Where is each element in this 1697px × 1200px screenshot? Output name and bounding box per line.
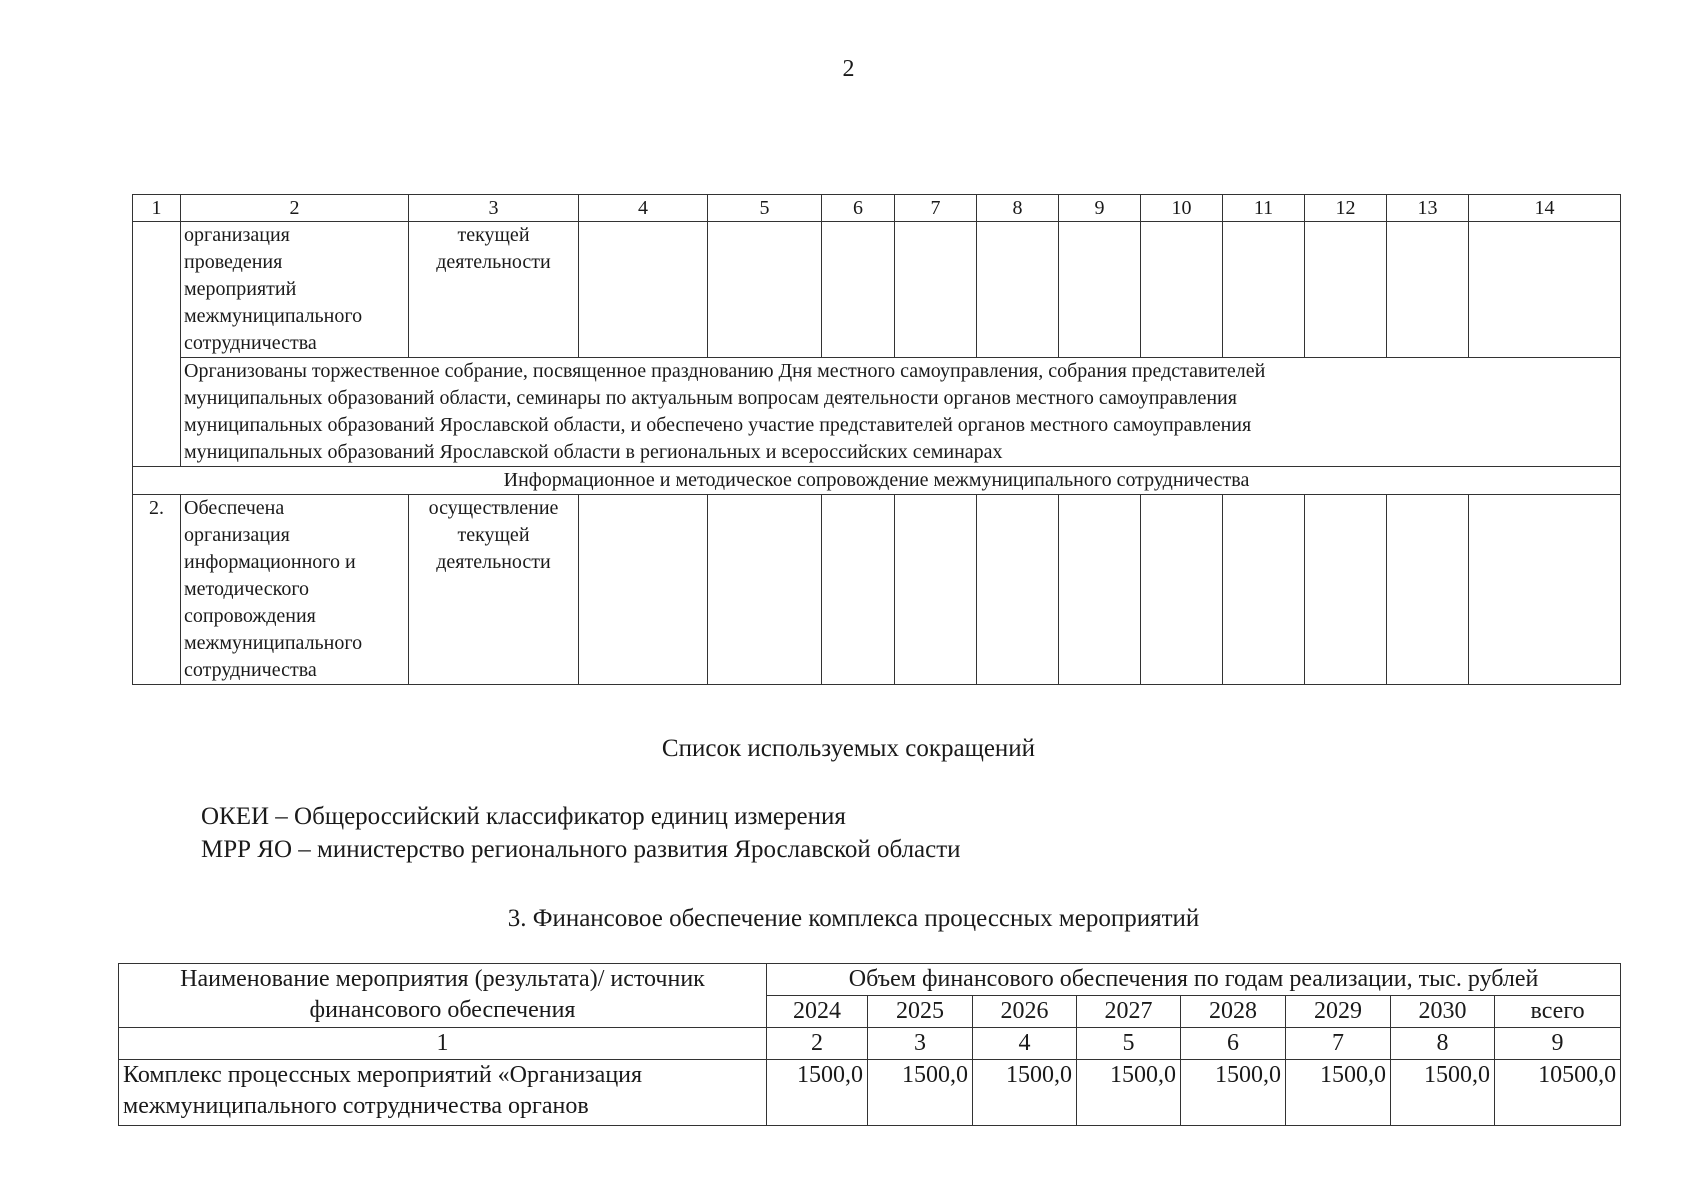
column-number: 10 xyxy=(1141,195,1223,222)
empty-cell xyxy=(708,495,822,685)
column-number: 11 xyxy=(1223,195,1305,222)
finance-value: 1500,0 xyxy=(1286,1060,1391,1126)
header-volume-cell: Объем финансового обеспечения по годам реализации, тыс. рублей xyxy=(767,964,1621,996)
empty-cell xyxy=(822,495,895,685)
activity-type-cell xyxy=(409,222,579,358)
finance-item-name-line: межмуниципального сотрудничества органов xyxy=(123,1093,589,1119)
column-number: 5 xyxy=(708,195,822,222)
empty-cell xyxy=(1469,495,1621,685)
finance-row xyxy=(119,1060,1621,1126)
empty-cell xyxy=(708,222,822,358)
finance-value: 1500,0 xyxy=(973,1060,1077,1126)
description-line: муниципальных образований области, семинары по актуальным вопросам деятельности органов местного самоуправления xyxy=(184,387,1237,409)
description-row xyxy=(133,358,1621,467)
empty-cell xyxy=(1141,495,1223,685)
year-header: 2030 xyxy=(1391,996,1495,1028)
activity-type-line: текущей xyxy=(457,524,530,546)
column-number: 14 xyxy=(1469,195,1621,222)
year-header: 2027 xyxy=(1077,996,1181,1028)
column-number: 8 xyxy=(1391,1028,1495,1060)
year-header: 2026 xyxy=(973,996,1077,1028)
row-number-cell: 2. xyxy=(133,495,181,685)
empty-cell xyxy=(822,222,895,358)
column-number: 1 xyxy=(133,195,181,222)
empty-cell xyxy=(1469,222,1621,358)
column-number-row xyxy=(133,195,1621,222)
activity-type-cell xyxy=(409,495,579,685)
column-number: 6 xyxy=(822,195,895,222)
activity-name-line: межмуниципального xyxy=(184,305,363,327)
year-header: 2025 xyxy=(868,996,973,1028)
year-header: 2028 xyxy=(1181,996,1286,1028)
activity-name-line: мероприятий xyxy=(184,278,297,300)
activity-name-cell xyxy=(181,495,409,685)
empty-cell xyxy=(579,495,708,685)
empty-cell xyxy=(1059,495,1141,685)
page-number: 2 xyxy=(842,56,855,82)
activity-name-line: сотрудничества xyxy=(184,332,317,354)
column-number: 4 xyxy=(973,1028,1077,1060)
column-number: 2 xyxy=(767,1028,868,1060)
table-row xyxy=(133,495,1621,685)
finance-total-value: 10500,0 xyxy=(1495,1060,1621,1126)
finance-header-row xyxy=(119,964,1621,996)
finance-item-name-cell xyxy=(119,1060,767,1126)
abbreviations-title: Список используемых сокращений xyxy=(661,735,1036,762)
abbreviation-item: МРР ЯО – министерство регионального развития Ярославской области xyxy=(201,836,961,863)
finance-column-number-row xyxy=(119,1028,1621,1060)
empty-cell xyxy=(1223,222,1305,358)
activities-table xyxy=(132,194,1621,685)
description-line: муниципальных образований Ярославской области, и обеспечено участие представителей органов местного самоуправления xyxy=(184,414,1252,436)
column-number: 4 xyxy=(579,195,708,222)
activity-name-line: методического xyxy=(184,578,310,600)
finance-item-name-line: Комплекс процессных мероприятий «Организация xyxy=(123,1062,643,1088)
finance-section-title: 3. Финансовое обеспечение комплекса процессных мероприятий xyxy=(507,905,1200,932)
activity-name-line: сопровождения xyxy=(184,605,316,627)
activity-type-line: деятельности xyxy=(436,551,551,573)
header-name-cell xyxy=(119,964,767,1028)
finance-value: 1500,0 xyxy=(1077,1060,1181,1126)
activity-type-line: текущей xyxy=(457,224,530,246)
empty-cell xyxy=(1387,222,1469,358)
column-number: 7 xyxy=(1286,1028,1391,1060)
column-number: 9 xyxy=(1495,1028,1621,1060)
finance-value: 1500,0 xyxy=(767,1060,868,1126)
finance-value: 1500,0 xyxy=(1391,1060,1495,1126)
activity-name-line: Обеспечена xyxy=(184,497,285,519)
finance-value: 1500,0 xyxy=(868,1060,973,1126)
column-number: 3 xyxy=(409,195,579,222)
empty-cell xyxy=(579,222,708,358)
activity-name-cell xyxy=(181,222,409,358)
column-number: 2 xyxy=(181,195,409,222)
empty-cell xyxy=(1305,495,1387,685)
table-row xyxy=(133,222,1621,358)
empty-cell xyxy=(977,495,1059,685)
year-header: 2029 xyxy=(1286,996,1391,1028)
header-name-line: финансового обеспечения xyxy=(309,997,576,1023)
activity-type-line: деятельности xyxy=(436,251,551,273)
abbreviations-list xyxy=(201,800,961,866)
abbreviation-item: ОКЕИ – Общероссийский классификатор единиц измерения xyxy=(201,803,846,830)
activity-name-line: сотрудничества xyxy=(184,659,317,681)
section-title: Информационное и методическое сопровождение межмуниципального сотрудничества xyxy=(133,467,1621,495)
activity-name-line: организация xyxy=(184,224,290,246)
total-header: всего xyxy=(1495,996,1621,1028)
finance-table xyxy=(118,963,1621,1126)
activity-name-line: проведения xyxy=(184,251,283,273)
activity-name-line: межмуниципального xyxy=(184,632,363,654)
column-number: 8 xyxy=(977,195,1059,222)
row-number-cell xyxy=(133,222,181,467)
column-number: 6 xyxy=(1181,1028,1286,1060)
empty-cell xyxy=(1387,495,1469,685)
column-number: 12 xyxy=(1305,195,1387,222)
activity-name-line: информационного и xyxy=(184,551,356,573)
result-description-cell xyxy=(181,358,1621,467)
column-number: 5 xyxy=(1077,1028,1181,1060)
empty-cell xyxy=(1223,495,1305,685)
column-number: 1 xyxy=(119,1028,767,1060)
empty-cell xyxy=(1305,222,1387,358)
empty-cell xyxy=(895,495,977,685)
column-number: 13 xyxy=(1387,195,1469,222)
empty-cell xyxy=(1059,222,1141,358)
empty-cell xyxy=(977,222,1059,358)
year-header: 2024 xyxy=(767,996,868,1028)
column-number: 3 xyxy=(868,1028,973,1060)
activity-name-line: организация xyxy=(184,524,290,546)
finance-value: 1500,0 xyxy=(1181,1060,1286,1126)
column-number: 7 xyxy=(895,195,977,222)
header-name-line: Наименование мероприятия (результата)/ источник xyxy=(180,966,705,992)
section-row xyxy=(133,467,1621,495)
activity-type-line: осуществление xyxy=(428,497,559,519)
description-line: муниципальных образований Ярославской области в региональных и всероссийских семинарах xyxy=(184,441,1003,463)
empty-cell xyxy=(1141,222,1223,358)
empty-cell xyxy=(895,222,977,358)
column-number: 9 xyxy=(1059,195,1141,222)
description-line: Организованы торжественное собрание, посвященное празднованию Дня местного самоуправления, собрания представителей xyxy=(184,360,1266,382)
